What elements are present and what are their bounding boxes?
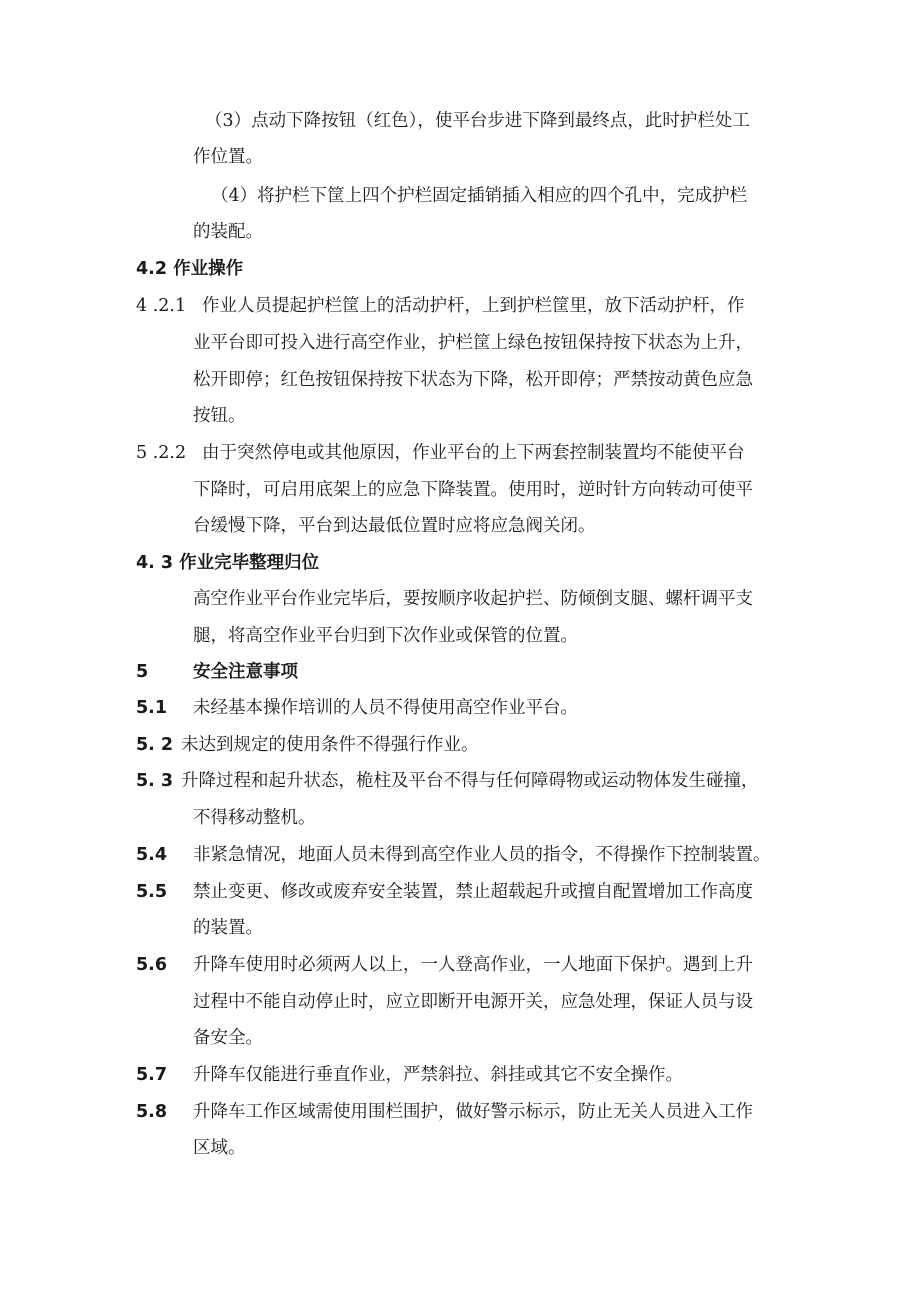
step4-line2: 的装配。 — [193, 222, 263, 242]
section-5-1-number: 5.1 — [136, 698, 168, 718]
section-4-2-1-line3: 松开即停；红色按钮保持按下状态为下降，松开即停；严禁按动黄色应急 — [193, 370, 753, 390]
section-4-2-2-line3: 台缓慢下降，平台到达最低位置时应将应急阀关闭。 — [193, 516, 596, 536]
section-5-7-number: 5.7 — [136, 1065, 168, 1085]
section-5-8-number: 5.8 — [136, 1102, 168, 1122]
section-5-6-line2: 过程中不能自动停止时，应立即断开电源开关，应急处理，保证人员与设 — [193, 992, 753, 1012]
section-4-2-2-number: 5 .2.2 — [136, 443, 187, 463]
section-5-3-line2: 不得移动整机。 — [193, 808, 316, 828]
section-5-5-line2: 的装置。 — [193, 918, 263, 938]
section-4-3-line2: 腿，将高空作业平台归到下次作业或保管的位置。 — [193, 626, 578, 646]
step3-line2: 作位置。 — [193, 147, 263, 167]
section-5-2-number: 5. 2 — [136, 735, 174, 755]
section-4-2-1-line4: 按钮。 — [193, 406, 246, 426]
section-5-8-line1: 升降车工作区域需使用围栏围护，做好警示标示，防止无关人员进入工作 — [193, 1102, 753, 1122]
step3-line1: （3）点动下降按钮（红色），使平台步进下降到最终点，此时护栏处工 — [205, 111, 750, 131]
section-5-8-line2: 区域。 — [193, 1138, 246, 1158]
section-4-2-2-line1: 由于突然停电或其他原因，作业平台的上下两套控制装置均不能使平台 — [202, 443, 745, 463]
section-5-3-number: 5. 3 — [136, 771, 174, 791]
section-5-6-line3: 备安全。 — [193, 1028, 263, 1048]
section-4-3-line1: 高空作业平台作业完毕后，要按顺序收起护拦、防倾倒支腿、螺杆调平支 — [193, 589, 753, 609]
section-5-6-number: 5.6 — [136, 955, 168, 975]
section-5-1-text: 未经基本操作培训的人员不得使用高空作业平台。 — [193, 698, 578, 718]
section-4-2-heading: 4.2 作业操作 — [136, 259, 244, 279]
step4-line1: （4）将护栏下筐上四个护栏固定插销插入相应的四个孔中，完成护栏 — [211, 186, 748, 206]
section-5-title: 安全注意事项 — [193, 662, 298, 682]
section-4-2-1-number: 4 .2.1 — [136, 296, 187, 316]
section-4-2-1-line1: 作业人员提起护栏筐上的活动护杆，上到护栏筐里，放下活动护杆，作 — [202, 296, 745, 316]
section-4-3-heading: 4. 3 作业完毕整理归位 — [136, 553, 320, 573]
section-5-7-text: 升降车仅能进行垂直作业，严禁斜拉、斜挂或其它不安全操作。 — [193, 1065, 683, 1085]
section-4-2-2-line2: 下降时，可启用底架上的应急下降装置。使用时，逆时针方向转动可使平 — [193, 480, 753, 500]
section-5-3-line1: 升降过程和起升状态，桅柱及平台不得与任何障碍物或运动物体发生碰撞， — [181, 771, 759, 791]
section-5-5-line1: 禁止变更、修改或废弃安全装置，禁止超载起升或擅自配置增加工作高度 — [193, 882, 753, 902]
section-5-2-text: 未达到规定的使用条件不得强行作业。 — [181, 735, 479, 755]
section-5-4-number: 5.4 — [136, 845, 168, 865]
section-5-6-line1: 升降车使用时必须两人以上，一人登高作业，一人地面下保护。遇到上升 — [193, 955, 753, 975]
section-4-2-1-line2: 业平台即可投入进行高空作业，护栏筐上绿色按钮保持按下状态为上升， — [193, 333, 753, 353]
section-5-4-text: 非紧急情况，地面人员未得到高空作业人员的指令，不得操作下控制装置。 — [193, 845, 771, 865]
section-5-number: 5 — [136, 662, 149, 682]
section-5-5-number: 5.5 — [136, 882, 168, 902]
